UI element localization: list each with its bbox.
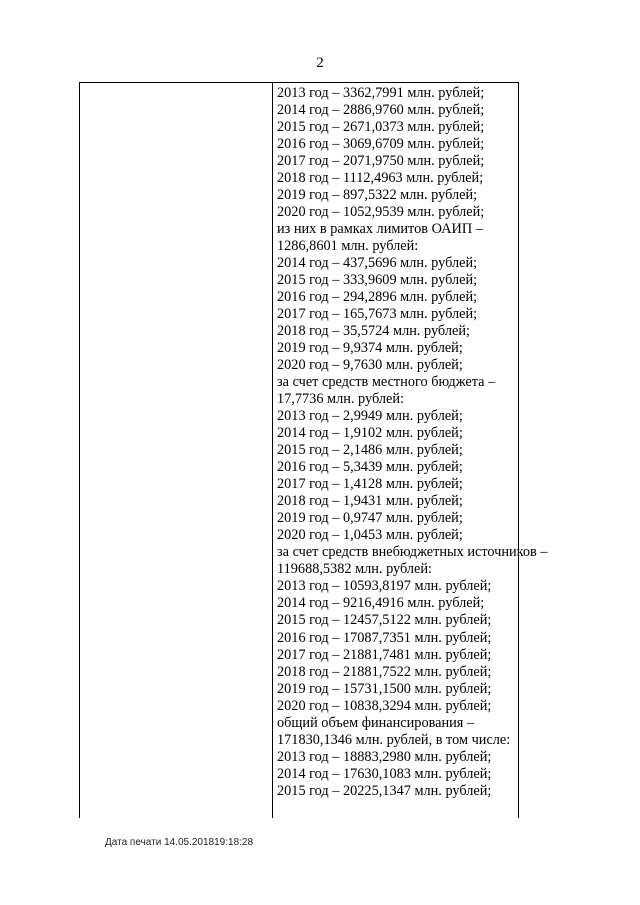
cell-line: 2015 год – 2671,0373 млн. рублей; bbox=[277, 119, 485, 136]
table-cell-funding bbox=[277, 85, 548, 800]
cell-line: 2014 год – 2886,9760 млн. рублей; bbox=[277, 102, 485, 119]
cell-line: 2017 год – 21881,7481 млн. рублей; bbox=[277, 646, 492, 663]
cell-line: 171830,1346 млн. рублей, в том числе: bbox=[277, 731, 511, 748]
column-divider bbox=[272, 82, 273, 818]
cell-line: 2014 год – 1,9102 млн. рублей; bbox=[277, 425, 463, 442]
cell-line: 2020 год – 1,0453 млн. рублей; bbox=[277, 527, 463, 544]
cell-line: 2018 год – 21881,7522 млн. рублей; bbox=[277, 663, 492, 680]
cell-line: 2014 год – 9216,4916 млн. рублей; bbox=[277, 595, 485, 612]
cell-line: из них в рамках лимитов ОАИП – bbox=[277, 221, 483, 238]
cell-line: 119688,5382 млн. рублей: bbox=[277, 561, 433, 578]
cell-line: 2019 год – 15731,1500 млн. рублей; bbox=[277, 680, 492, 697]
cell-line: 2020 год – 1052,9539 млн. рублей; bbox=[277, 204, 485, 221]
cell-line: 2015 год – 20225,1347 млн. рублей; bbox=[277, 782, 492, 799]
cell-line: 2020 год – 9,7630 млн. рублей; bbox=[277, 357, 463, 374]
cell-line: за счет средств внебюджетных источников – bbox=[277, 544, 548, 561]
cell-line: 2016 год – 17087,7351 млн. рублей; bbox=[277, 629, 492, 646]
cell-line: 2019 год – 9,9374 млн. рублей; bbox=[277, 340, 463, 357]
cell-line: 2015 год – 12457,5122 млн. рублей; bbox=[277, 612, 492, 629]
cell-line: 2015 год – 2,1486 млн. рублей; bbox=[277, 442, 463, 459]
cell-line: 17,7736 млн. рублей: bbox=[277, 391, 404, 408]
cell-line: 2014 год – 17630,1083 млн. рублей; bbox=[277, 765, 492, 782]
cell-line: 2014 год – 437,5696 млн. рублей; bbox=[277, 255, 478, 272]
cell-line: 2013 год – 3362,7991 млн. рублей; bbox=[277, 85, 485, 101]
cell-line: 2020 год – 10838,3294 млн. рублей; bbox=[277, 697, 492, 714]
cell-line: 2019 год – 0,9747 млн. рублей; bbox=[277, 510, 463, 527]
cell-line: 1286,8601 млн. рублей: bbox=[277, 238, 419, 255]
cell-line: 2016 год – 294,2896 млн. рублей; bbox=[277, 289, 478, 306]
cell-line: 2018 год – 1,9431 млн. рублей; bbox=[277, 493, 463, 510]
cell-line: 2019 год – 897,5322 млн. рублей; bbox=[277, 187, 478, 204]
cell-line: 2013 год – 10593,8197 млн. рублей; bbox=[277, 578, 492, 595]
cell-line: 2016 год – 5,3439 млн. рублей; bbox=[277, 459, 463, 476]
cell-line: 2017 год – 165,7673 млн. рублей; bbox=[277, 306, 478, 323]
cell-line: 2018 год – 35,5724 млн. рублей; bbox=[277, 323, 470, 340]
cell-line: 2013 год – 2,9949 млн. рублей; bbox=[277, 408, 463, 425]
page-number: 2 bbox=[316, 55, 324, 71]
cell-line: 2015 год – 333,9609 млн. рублей; bbox=[277, 272, 478, 289]
cell-line: 2013 год – 18883,2980 млн. рублей; bbox=[277, 748, 492, 765]
cell-line: 2017 год – 2071,9750 млн. рублей; bbox=[277, 153, 485, 170]
cell-line: 2017 год – 1,4128 млн. рублей; bbox=[277, 476, 463, 493]
cell-line: 2018 год – 1112,4963 млн. рублей; bbox=[277, 170, 484, 187]
cell-line: за счет средств местного бюджета – bbox=[277, 374, 496, 391]
print-date: Дата печати 14.05.201819:18:28 bbox=[105, 837, 254, 848]
cell-line: общий объем финансирования – bbox=[277, 714, 475, 731]
cell-line: 2016 год – 3069,6709 млн. рублей; bbox=[277, 136, 485, 153]
